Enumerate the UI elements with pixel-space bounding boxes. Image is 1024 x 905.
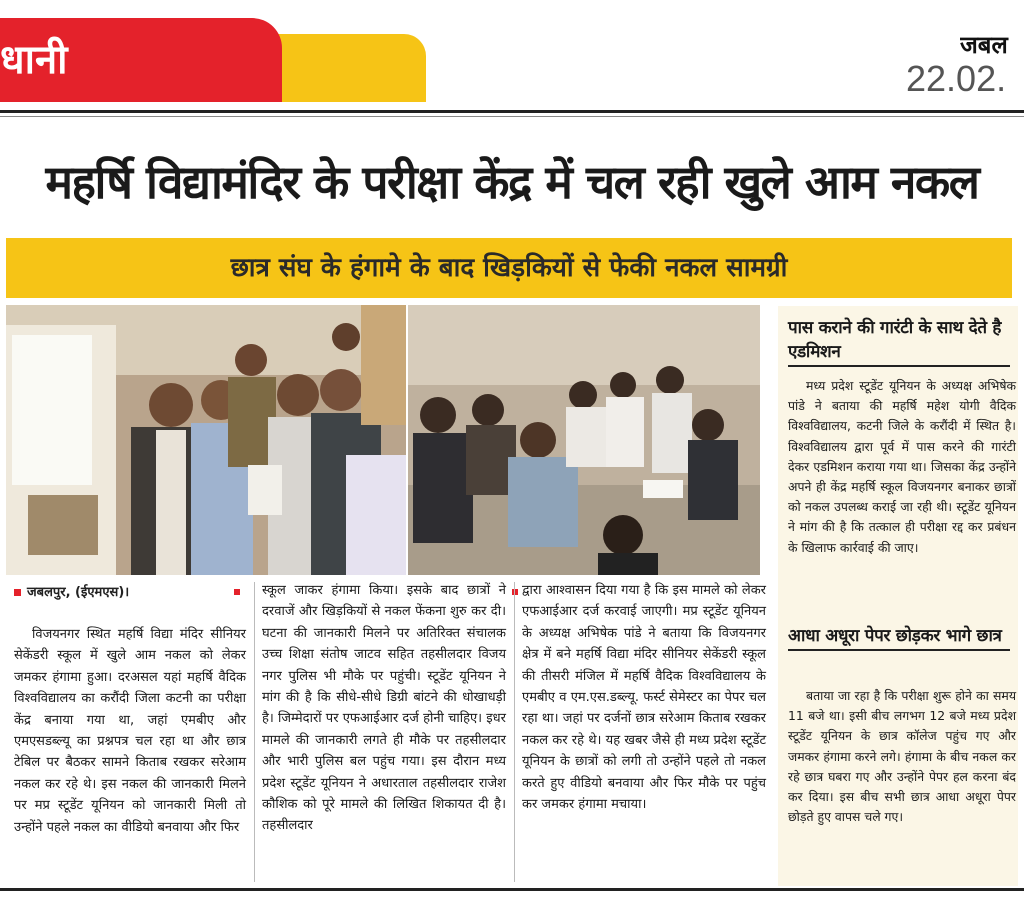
sidebar-heading-admission <box>788 316 1010 364</box>
article-subheadline: छात्र संघ के हंगामे के बाद खिड़कियों से फेकी नकल सामग्री <box>230 253 788 283</box>
sidebar-paragraph: मध्य प्रदेश स्टूडेंट यूनियन के अध्यक्ष अभिषेक पांडे ने बताया की महर्षि महेश योगी वैदिक विश्वविद्यालय, कटनी जिले के करौंदी में स्थित है। विश्वविद्यालय द्वारा पूर्व में पास करने की गारंटी देकर एडमिशन कराया गया था। जिसका केंद्र उन्होंने अपने ही केंद्र महर्षि स्कूल विजयनगर बनाकर छात्रों को नकल उपलब्ध कराई जा रही थी। स्टूडेंट यूनियन ने मांग की है कि तत्काल ही परीक्षा रद्द कर प्रबंधन के खिलाफ कार्रवाई की जाए। <box>788 378 1016 555</box>
sidebar-heading-text: आधा अधूरा पेपर छोड़कर भागे छात्र <box>788 626 1002 646</box>
article-paragraph: द्वारा आश्वासन दिया गया है कि इस मामले को लेकर एफआईआर दर्ज करवाई जाएगी। मप्र स्टूडेंट यूनियन के अध्यक्ष अभिषेक पांडे ने बताया कि विजयनगर क्षेत्र में बने महर्षि विद्या मंदिर सीनियर सेकेंडरी स्कूल की तीसरी मंजिल में महर्षि वैदिक विश्वविद्यालय के एमबीए व एम.एस.डब्ल्यू. फर्स्ट सेमेस्टर का पेपर चल रहा था। जहां पर दर्जनों छात्र सरेआम किताब रखकर नकल कर रहे थे। यह खबर जैसे ही मध्य प्रदेश स्टूडेंट यूनियन के छात्रों को लगी तो उन्होंने पहले तो नकल करते हुए वीडियो बनवाया और फिर मौके पर पहुंच कर जमकर हंगामा मचाया। <box>522 583 766 813</box>
bullet-square <box>234 589 240 595</box>
byline-text: जबलपुर, (ईएमएस)। <box>27 585 130 600</box>
sidebar-paragraph: बताया जा रहा है कि परीक्षा शुरू होने का समय 11 बजे था। इसी बीच लगभग 12 बजे मध्य प्रदेश स्टूडेंट यूनियन के छात्र कॉलेज पहुंच गए और जमकर हंगामा करने लगे। हंगामा के बीच नकल कर रहे छात्र घबरा गए और उन्होंने पेपर हल करना बंद कर दिया। इस बीच सभी छात्र आधा अधूरा पेपर छोड़ते हुए वापस चले गए। <box>788 688 1016 825</box>
sidebar-text-admission <box>788 376 1016 558</box>
column-divider <box>254 582 255 882</box>
article-column-1 <box>14 624 246 838</box>
news-photo-students <box>408 305 760 575</box>
sidebar-heading-students-fled <box>788 624 1010 648</box>
edition-city: जबल <box>960 31 1008 59</box>
page-bottom-rule <box>0 888 1024 891</box>
article-column-3 <box>522 580 766 815</box>
article-column-2 <box>262 580 506 837</box>
sidebar-box <box>778 306 1018 886</box>
masthead-rule <box>0 110 1024 113</box>
masthead <box>0 0 1024 108</box>
article-paragraph: विजयनगर स्थित महर्षि विद्या मंदिर सीनियर सेकेंडरी स्कूल में खुले आम नकल को लेकर जमकर हंगामा हुआ। दरअसल यहां महर्षि वैदिक विश्वविद्यालय का करौंदी जिला कटनी का परीक्षा केंद्र बनाया गया था, जहां एमबीए और एमएसडब्ल्यू का प्रश्नपत्र चल रहा था और छात्र टेबिल पर बैठकर सामने किताब रखकर सरेआम नकल कर रहे थे। इस नकल की जानकारी मिलने पर मप्र स्टूडेंट यूनियन को जानकारी मिली तो उन्होंने पहले नकल का वीडियो बनवाया और फिर <box>14 627 246 835</box>
sidebar-text-students-fled <box>788 686 1016 827</box>
section-name: धानी <box>0 37 68 83</box>
heading-underline <box>788 649 1010 651</box>
news-photo-delegation <box>6 305 406 575</box>
bullet-square <box>512 589 518 595</box>
article-byline <box>14 582 129 600</box>
edition-date: 22.02. <box>906 58 1007 99</box>
subheadline-bar <box>6 238 1012 298</box>
column-divider <box>514 582 515 882</box>
heading-underline <box>788 365 1010 367</box>
article-headline: महर्षि विद्यामंदिर के परीक्षा केंद्र में चल रही खुले आम नकल <box>45 155 979 209</box>
sidebar-heading-text: पास कराने की गारंटी के साथ देते है एडमिशन <box>788 318 1002 362</box>
bullet-square <box>14 589 21 596</box>
article-paragraph: स्कूल जाकर हंगामा किया। इसके बाद छात्रों ने दरवाजें और खिड़कियों से नकल फेंकना शुरु कर दी। घटना की जानकारी मिलने पर अतिरिक्त संचालक उच्च शिक्षा संतोष जाटव सहित तहसीलदार विजय नगर पुलिस भी मौके पर पहुंची। स्टूडेंट यूनियन ने मांग की है कि सीधे-सीधे डिग्री बांटने की धोखाधड़ी है। जिम्मेदारों पर एफआईआर दर्ज होनी चाहिए। इधर मामले की जानकारी लगते ही मौके पर तहसीलदार और भारी पुलिस बल पहुंच गया। इस दौरान मध्य प्रदेश स्टूडेंट यूनियन ने अधारताल तहसीलदार राजेश कौशिक को पूरे मामले की लिखित शिकायत दी है। तहसीलदार <box>262 583 506 834</box>
masthead-rule-thin <box>0 116 1024 117</box>
